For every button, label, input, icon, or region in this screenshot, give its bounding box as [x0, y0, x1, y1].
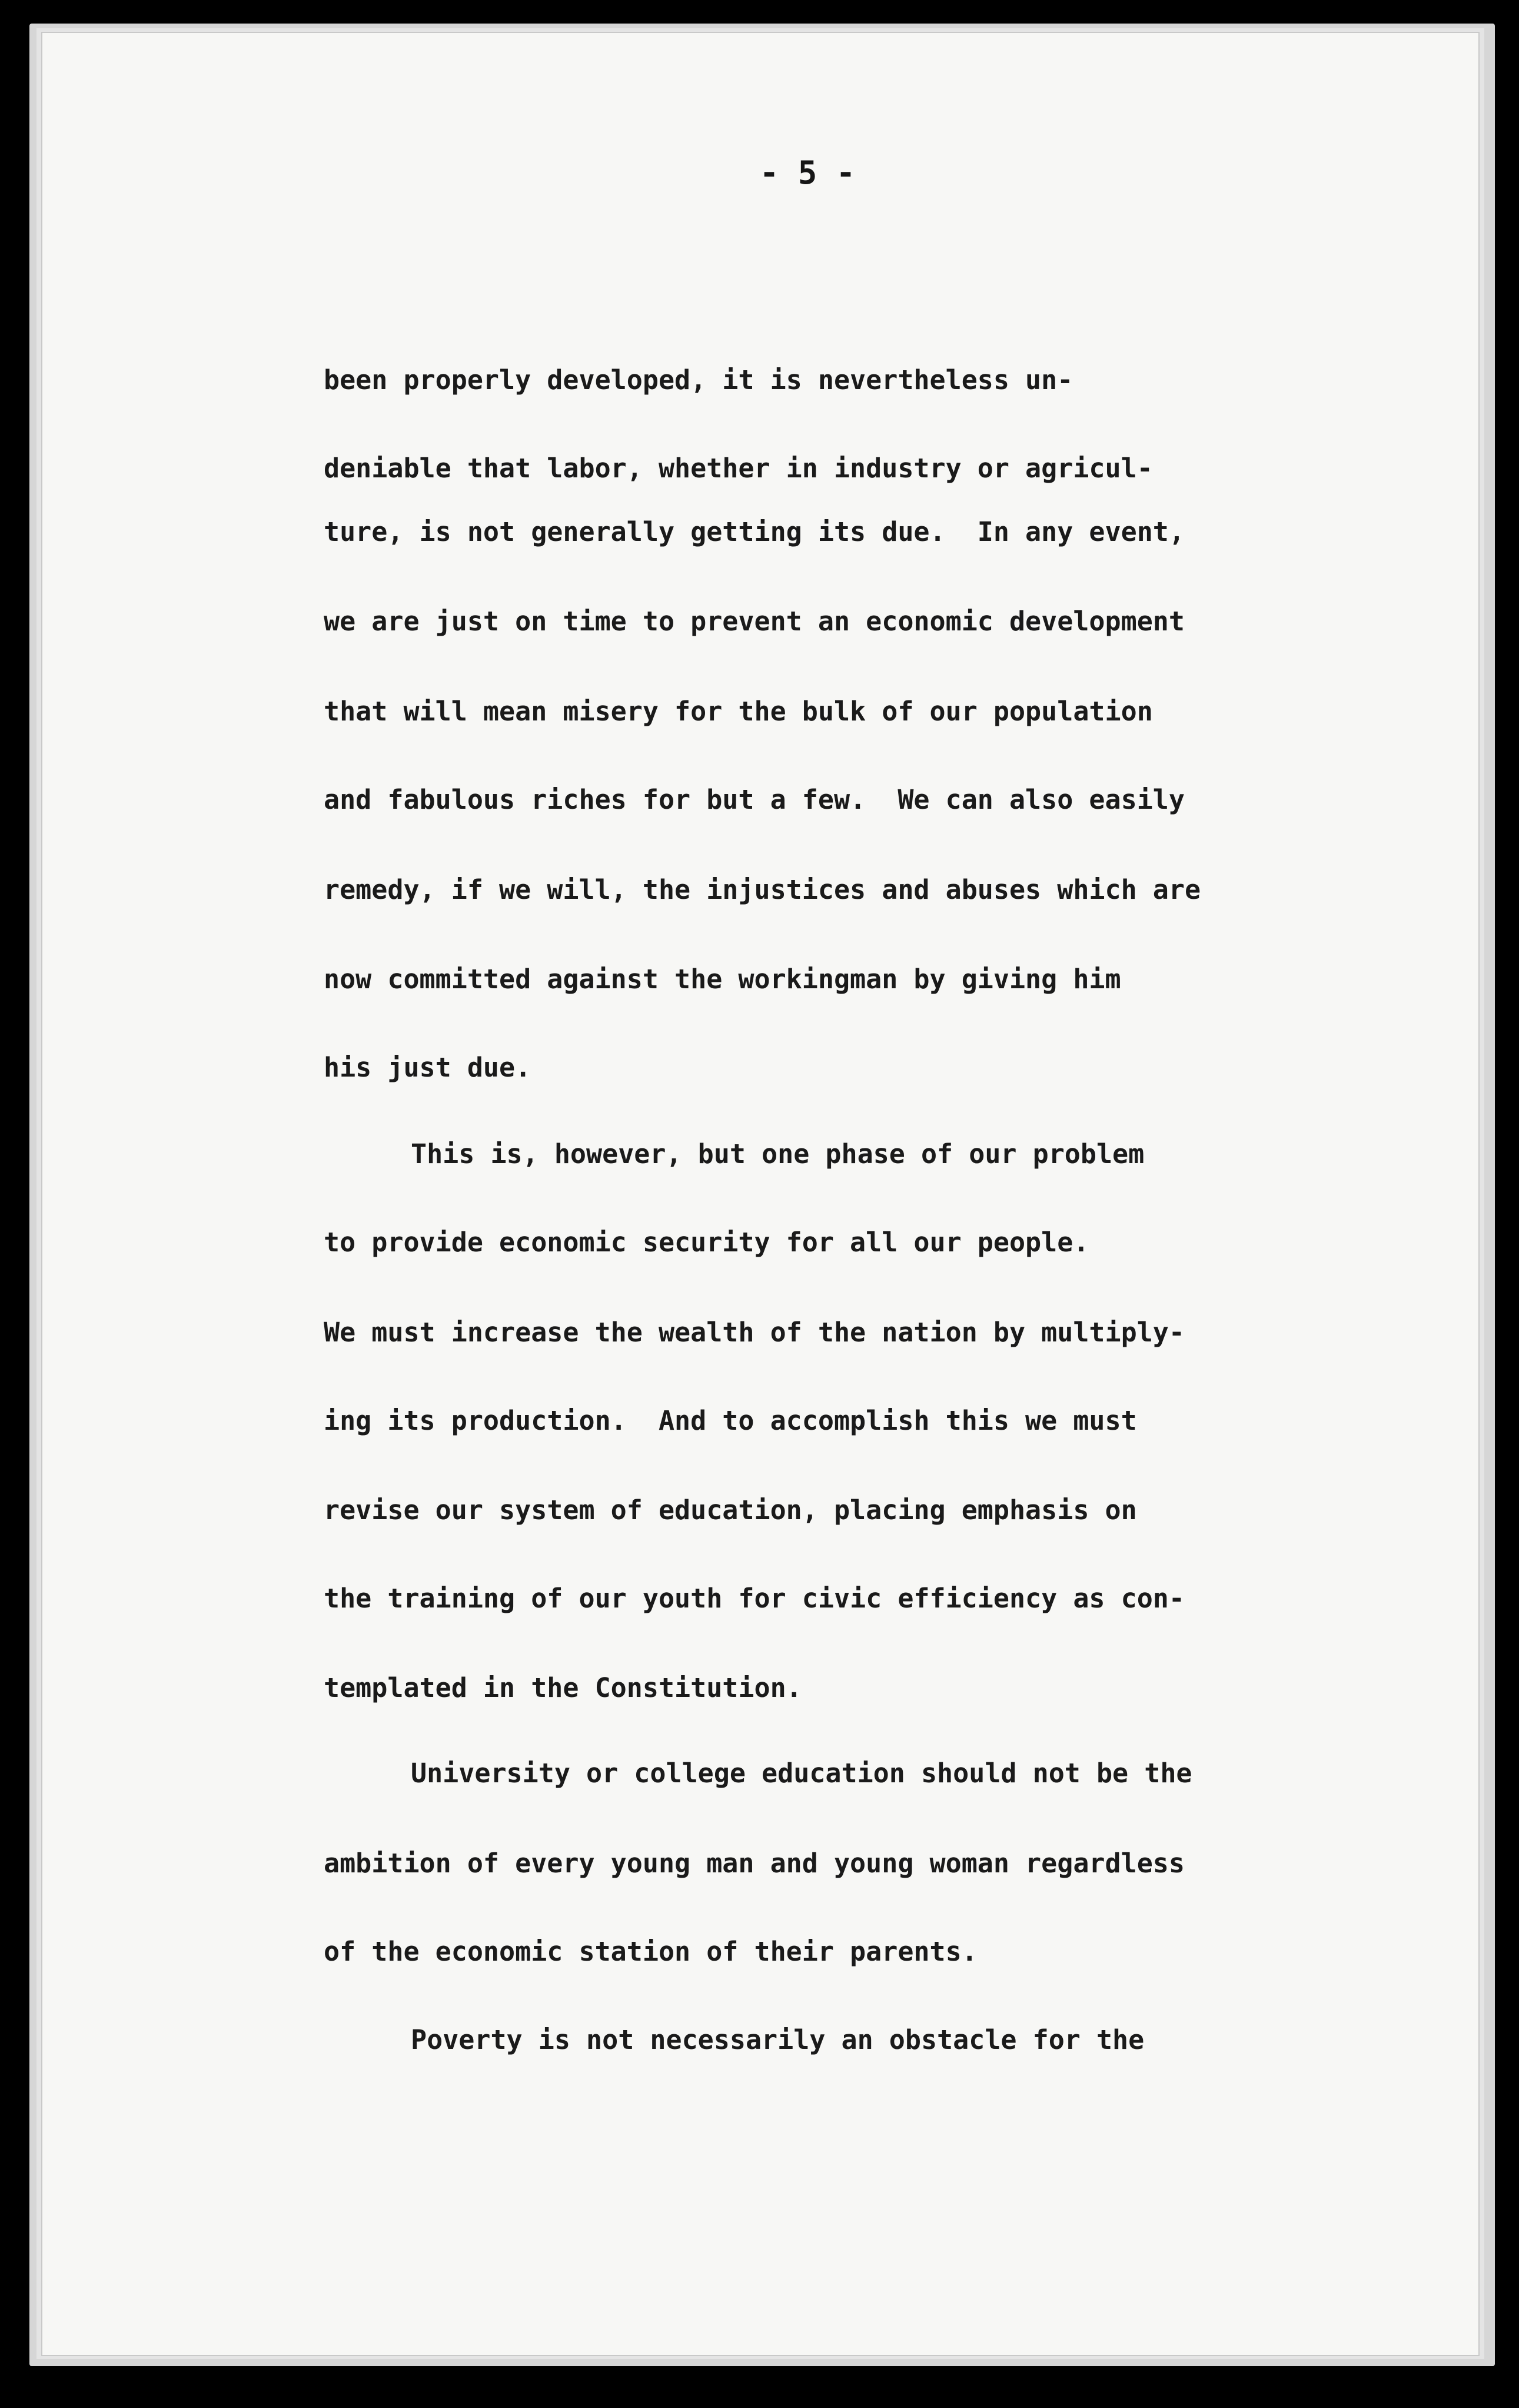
- text-line: remedy, if we will, the injustices and abuses which are: [324, 874, 1201, 905]
- text-line: his just due.: [324, 1052, 531, 1083]
- text-line: ambition of every young man and young woman regardless: [324, 1848, 1185, 1879]
- paragraph-first-line: University or college education should not be the: [411, 1758, 1192, 1789]
- text-line: that will mean misery for the bulk of our population: [324, 696, 1153, 727]
- text-line: revise our system of education, placing emphasis on: [324, 1494, 1137, 1526]
- text-line: now committed against the workingman by giving him: [324, 964, 1121, 995]
- text-line: ture, is not generally getting its due. In any event,: [324, 516, 1185, 547]
- text-line: ing its production. And to accomplish this we must: [324, 1405, 1137, 1436]
- text-line: of the economic station of their parents.: [324, 1936, 978, 1967]
- text-line: and fabulous riches for but a few. We can also easily: [324, 784, 1185, 815]
- text-line: the training of our youth for civic efficiency as con-: [324, 1583, 1185, 1614]
- paragraph-first-line: This is, however, but one phase of our problem: [411, 1138, 1145, 1170]
- page-number: - 5 -: [759, 154, 856, 191]
- paragraph-first-line: Poverty is not necessarily an obstacle for the: [411, 2024, 1145, 2055]
- text-line: We must increase the wealth of the nation by multiply-: [324, 1317, 1185, 1348]
- text-line: we are just on time to prevent an economic development: [324, 606, 1185, 637]
- text-line: to provide economic security for all our people.: [324, 1227, 1089, 1258]
- text-line: deniable that labor, whether in industry or agricul-: [324, 453, 1153, 484]
- text-line: been properly developed, it is nevertheless un-: [324, 364, 1073, 396]
- text-line: templated in the Constitution.: [324, 1672, 802, 1703]
- document-page: [42, 33, 1478, 2355]
